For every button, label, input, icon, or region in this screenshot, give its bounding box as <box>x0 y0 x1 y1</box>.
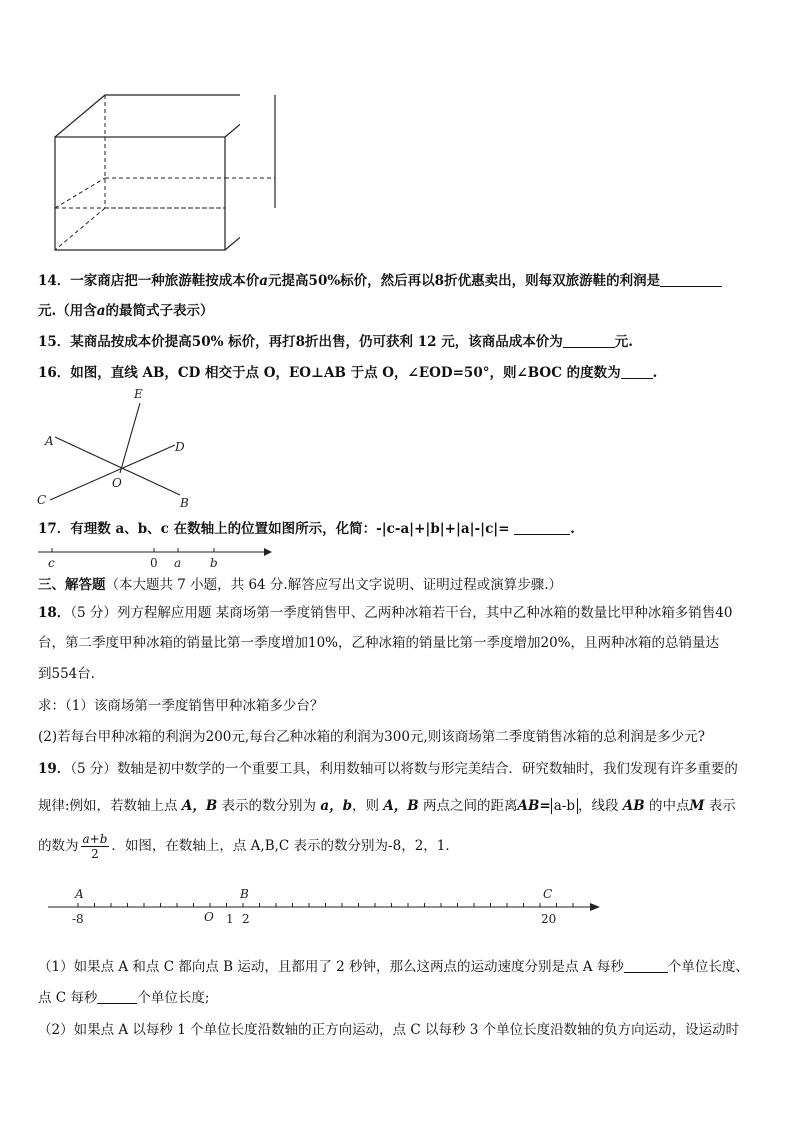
q14-line2: 元.（用含a的最简式子表示） <box>38 303 214 319</box>
q19-part2-line: （2）如果点 A 以每秒 1 个单位长度沿数轴的正方向运动，点 C 以每秒 3 个单位长度沿数轴的负方向运动，设运动时 <box>38 1022 740 1038</box>
q18-line3: 到554台． <box>38 666 105 682</box>
q17-number-line <box>36 543 276 573</box>
midpoint-fraction: $\frac{a+b}{2}$ <box>82 832 108 861</box>
axis-value-2: 2 <box>242 912 250 926</box>
q19-line3: 的数为 $\frac{a+b}{2}$ ．如图，在数轴上，点 A,B,C 表示的数分别为-8，2，1． <box>38 832 459 861</box>
label-D: D <box>175 440 185 454</box>
q16-line: 16．如图，直线 AB，CD 相交于点 O，EO⊥AB 于点 O，∠EOD=50°，则∠BOC 的度数为 . <box>38 365 658 381</box>
axis-value-minus8: -8 <box>72 912 84 926</box>
axis-label-b: b <box>210 556 218 570</box>
q15-answer-blank[interactable] <box>563 333 615 348</box>
q19-part1-line2: 点 C 每秒 个单位长度; <box>38 990 210 1006</box>
q19-speed-C-blank[interactable] <box>97 989 137 1004</box>
label-O: O <box>112 476 122 490</box>
q15-line: 15．某商品按成本价提高50% 标价，再打8折出售，仍可获利 12 元，该商品成本价为 元. <box>38 334 633 350</box>
q18-line2: 台，第二季度甲种冰箱的销量比第一季度增加10%，乙种冰箱的销量比第一季度增加20%，且两种冰箱的总销量达 <box>38 635 720 651</box>
q16-answer-blank[interactable] <box>621 364 653 379</box>
q16-figure <box>30 385 210 515</box>
label-B: B <box>180 496 189 510</box>
label-C: C <box>37 493 47 507</box>
axis-label-B: B <box>240 887 249 901</box>
q14-answer-blank[interactable] <box>660 272 722 287</box>
q19-number-line <box>44 882 604 928</box>
section3-heading: 三、解答题（本大题共 7 小题，共 64 分.解答应写出文字说明、证明过程或演算步骤.） <box>38 577 563 593</box>
axis-label-c: c <box>48 556 55 570</box>
q19-line1: 19．（5 分）数轴是初中数学的一个重要工具，利用数轴可以将数与形完美结合．研究数轴时，我们发现有许多重要的 <box>38 761 738 777</box>
q18-question1: 求：（1）该商场第一季度销售甲种冰箱多少台？ <box>38 698 324 714</box>
q17-line: 17．有理数 a、b、c 在数轴上的位置如图所示，化简：-|c-a|+|b|+|a|-|c|= . <box>38 521 575 537</box>
label-E: E <box>134 387 143 401</box>
q17-answer-blank[interactable] <box>514 520 570 535</box>
axis-label-C: C <box>543 887 553 901</box>
axis-label-a: a <box>174 556 182 570</box>
q19-line2: 规律:例如，若数轴上点 A，B 表示的数分别为 a，b，则 A，B 两点之间的距离AB= a-b ，线段 AB 的中点M 表示 <box>38 798 736 814</box>
label-A: A <box>45 434 54 448</box>
axis-label-0: 0 <box>150 556 158 570</box>
axis-label-A: A <box>75 887 84 901</box>
q19-speed-A-blank[interactable] <box>624 958 668 973</box>
cube-right-edges <box>40 85 280 255</box>
q18-line1: 18．（5 分）列方程解应用题 某商场第一季度销售甲、乙两种冰箱若干台，其中乙种冰箱的数量比甲种冰箱多销售40 <box>38 605 733 621</box>
axis-label-O: O <box>204 910 214 924</box>
line-CD <box>50 445 175 500</box>
q18-question2: (2)若每台甲种冰箱的利润为200元,每台乙种冰箱的利润为300元,则该商场第二季度销售冰箱的总利润是多少元? <box>38 729 705 745</box>
q14-line1: 14．一家商店把一种旅游鞋按成本价a元提高50%标价，然后再以8折优惠卖出，则每双旅游鞋的利润是 <box>38 272 758 290</box>
ray-OE <box>120 403 140 473</box>
axis-value-1: 1 <box>226 912 234 926</box>
axis-value-20: 20 <box>541 912 557 926</box>
q19-part1-line1: （1）如果点 A 和点 C 都向点 B 运动，且都用了 2 秒钟，那么这两点的运动速度分别是点 A 每秒 个单位长度、 <box>38 959 749 975</box>
